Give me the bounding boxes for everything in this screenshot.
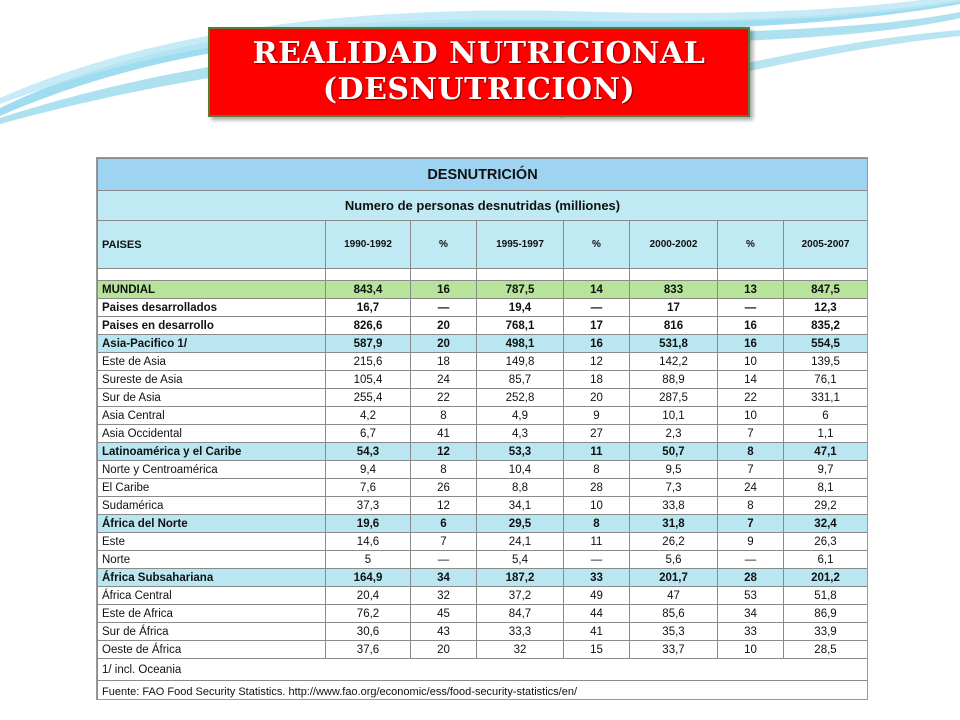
row-label: Asia Central [98, 407, 326, 425]
data-cell: 9 [564, 407, 630, 425]
data-cell: 43 [411, 623, 477, 641]
row-label: Oeste de África [98, 641, 326, 659]
data-cell: 6 [784, 407, 868, 425]
data-cell: 26,2 [630, 533, 718, 551]
table-header-row [98, 221, 868, 269]
table-row [98, 281, 868, 299]
data-cell: 1,1 [784, 425, 868, 443]
data-cell: 20 [411, 335, 477, 353]
data-cell: 85,7 [477, 371, 564, 389]
data-cell: 187,2 [477, 569, 564, 587]
row-label: Norte y Centroamérica [98, 461, 326, 479]
data-cell: 12,3 [784, 299, 868, 317]
table-row [98, 605, 868, 623]
data-cell: 41 [564, 623, 630, 641]
slide-title [208, 27, 750, 117]
data-cell: 15 [564, 641, 630, 659]
column-header: 1995-1997 [477, 221, 564, 269]
data-cell: 33 [718, 623, 784, 641]
table-row [98, 443, 868, 461]
data-cell: 84,7 [477, 605, 564, 623]
data-cell: 8 [411, 407, 477, 425]
row-label: Paises desarrollados [98, 299, 326, 317]
table-row [98, 407, 868, 425]
data-cell: 10,4 [477, 461, 564, 479]
data-cell: 29,2 [784, 497, 868, 515]
data-cell: 45 [411, 605, 477, 623]
data-cell: 19,6 [326, 515, 411, 533]
data-cell: 37,6 [326, 641, 411, 659]
data-cell: 8 [718, 443, 784, 461]
data-cell: 12 [411, 497, 477, 515]
data-cell: 8,8 [477, 479, 564, 497]
table-row [98, 623, 868, 641]
data-cell: 31,8 [630, 515, 718, 533]
table-row [98, 515, 868, 533]
data-cell: 20 [564, 389, 630, 407]
data-cell: 20,4 [326, 587, 411, 605]
table-row [98, 479, 868, 497]
data-cell: 10 [564, 497, 630, 515]
data-cell: 14,6 [326, 533, 411, 551]
data-cell: 5,4 [477, 551, 564, 569]
data-cell: 86,9 [784, 605, 868, 623]
data-cell: 30,6 [326, 623, 411, 641]
data-cell: 28 [564, 479, 630, 497]
data-cell: 22 [718, 389, 784, 407]
data-cell: 34 [411, 569, 477, 587]
row-label: Este de Africa [98, 605, 326, 623]
data-cell: 2,3 [630, 425, 718, 443]
data-cell: 826,6 [326, 317, 411, 335]
data-cell: 20 [411, 641, 477, 659]
data-cell: — [411, 551, 477, 569]
table-row [98, 389, 868, 407]
data-cell: 847,5 [784, 281, 868, 299]
data-cell: 35,3 [630, 623, 718, 641]
data-cell: 7 [718, 461, 784, 479]
data-cell: 16 [564, 335, 630, 353]
data-cell: 22 [411, 389, 477, 407]
data-cell: — [718, 299, 784, 317]
table-subtitle: Numero de personas desnutridas (milliones) [98, 191, 868, 221]
column-header: 1990-1992 [326, 221, 411, 269]
data-cell: 85,6 [630, 605, 718, 623]
row-label: Sur de Asia [98, 389, 326, 407]
data-cell: 6,1 [784, 551, 868, 569]
data-cell: 29,5 [477, 515, 564, 533]
row-label: Sureste de Asia [98, 371, 326, 389]
data-cell: 47 [630, 587, 718, 605]
data-cell: 105,4 [326, 371, 411, 389]
data-cell: 26 [411, 479, 477, 497]
data-cell: 8 [718, 497, 784, 515]
data-cell: 12 [411, 443, 477, 461]
data-cell: 6,7 [326, 425, 411, 443]
data-cell: 10,1 [630, 407, 718, 425]
data-cell: 14 [564, 281, 630, 299]
data-cell: 287,5 [630, 389, 718, 407]
spacer-cell [477, 269, 564, 281]
table-subtitle-row [98, 191, 868, 221]
footnote-row [98, 659, 868, 681]
data-cell: 32 [411, 587, 477, 605]
data-cell: 53,3 [477, 443, 564, 461]
row-label: Asia-Pacifico 1/ [98, 335, 326, 353]
data-cell: 33,8 [630, 497, 718, 515]
row-label: Asia Occidental [98, 425, 326, 443]
data-cell: 201,7 [630, 569, 718, 587]
table-row [98, 299, 868, 317]
data-cell: 26,3 [784, 533, 868, 551]
table-row [98, 317, 868, 335]
row-label: Sur de África [98, 623, 326, 641]
row-label: África del Norte [98, 515, 326, 533]
spacer-cell [411, 269, 477, 281]
data-cell: 53 [718, 587, 784, 605]
row-label: Latinoamérica y el Caribe [98, 443, 326, 461]
data-cell: 47,1 [784, 443, 868, 461]
column-header: 2005-2007 [784, 221, 868, 269]
data-cell: 44 [564, 605, 630, 623]
row-label: Norte [98, 551, 326, 569]
spacer-cell [326, 269, 411, 281]
source-citation: Fuente: FAO Food Security Statistics. http://www.fao.org/economic/ess/food-security-statistics/en/ [98, 681, 868, 701]
data-cell: 14 [718, 371, 784, 389]
data-cell: 7 [718, 515, 784, 533]
data-cell: 17 [630, 299, 718, 317]
data-cell: 50,7 [630, 443, 718, 461]
table-title-row [98, 159, 868, 191]
data-cell: 6 [411, 515, 477, 533]
data-cell: 17 [564, 317, 630, 335]
data-cell: 9,4 [326, 461, 411, 479]
data-cell: 24 [411, 371, 477, 389]
table-row [98, 551, 868, 569]
data-cell: 18 [411, 353, 477, 371]
data-cell: 41 [411, 425, 477, 443]
data-cell: 531,8 [630, 335, 718, 353]
row-label: Sudamérica [98, 497, 326, 515]
table-row [98, 587, 868, 605]
data-cell: 7 [718, 425, 784, 443]
data-cell: 34,1 [477, 497, 564, 515]
slide-title-line-1: REALIDAD NUTRICIONAL [252, 36, 706, 71]
data-cell: 11 [564, 533, 630, 551]
data-cell: 498,1 [477, 335, 564, 353]
data-cell: 5 [326, 551, 411, 569]
data-cell: 816 [630, 317, 718, 335]
data-cell: 9 [718, 533, 784, 551]
data-cell: 16 [411, 281, 477, 299]
spacer-cell [98, 269, 326, 281]
data-cell: 32 [477, 641, 564, 659]
data-cell: 11 [564, 443, 630, 461]
data-cell: 9,7 [784, 461, 868, 479]
data-cell: 16 [718, 317, 784, 335]
data-cell: 9,5 [630, 461, 718, 479]
data-cell: 833 [630, 281, 718, 299]
data-cell: 33,3 [477, 623, 564, 641]
slide-title-line-2: (DESNUTRICION) [322, 72, 636, 107]
data-cell: 24,1 [477, 533, 564, 551]
data-cell: 33,7 [630, 641, 718, 659]
table-row [98, 425, 868, 443]
data-cell: 787,5 [477, 281, 564, 299]
table-row [98, 371, 868, 389]
data-cell: 20 [411, 317, 477, 335]
data-cell: 34 [718, 605, 784, 623]
data-cell: 54,3 [326, 443, 411, 461]
data-cell: 76,1 [784, 371, 868, 389]
data-cell: 252,8 [477, 389, 564, 407]
data-cell: 331,1 [784, 389, 868, 407]
data-cell: 8 [411, 461, 477, 479]
data-cell: 4,2 [326, 407, 411, 425]
column-header: % [564, 221, 630, 269]
data-cell: 76,2 [326, 605, 411, 623]
row-label: África Central [98, 587, 326, 605]
row-label: Este de Asia [98, 353, 326, 371]
data-cell: — [411, 299, 477, 317]
data-cell: 4,3 [477, 425, 564, 443]
table-row [98, 461, 868, 479]
data-cell: — [718, 551, 784, 569]
spacer-cell [784, 269, 868, 281]
data-cell: 18 [564, 371, 630, 389]
table-row [98, 335, 868, 353]
row-label: MUNDIAL [98, 281, 326, 299]
data-cell: 10 [718, 407, 784, 425]
data-cell: 10 [718, 641, 784, 659]
data-cell: 33 [564, 569, 630, 587]
data-cell: 10 [718, 353, 784, 371]
data-cell: 142,2 [630, 353, 718, 371]
data-cell: 33,9 [784, 623, 868, 641]
data-cell: 843,4 [326, 281, 411, 299]
spacer-cell [564, 269, 630, 281]
data-cell: 8 [564, 461, 630, 479]
table-row [98, 497, 868, 515]
data-cell: 49 [564, 587, 630, 605]
data-cell: 201,2 [784, 569, 868, 587]
row-label: Paises en desarrollo [98, 317, 326, 335]
row-label: África Subsahariana [98, 569, 326, 587]
data-cell: 554,5 [784, 335, 868, 353]
table-row [98, 569, 868, 587]
data-cell: 835,2 [784, 317, 868, 335]
data-cell: 51,8 [784, 587, 868, 605]
spacer-cell [718, 269, 784, 281]
table-row [98, 641, 868, 659]
data-cell: 164,9 [326, 569, 411, 587]
data-cell: 19,4 [477, 299, 564, 317]
footnote: 1/ incl. Oceania [98, 659, 868, 681]
table-row [98, 353, 868, 371]
data-cell: 7,3 [630, 479, 718, 497]
data-cell: 13 [718, 281, 784, 299]
undernutrition-table-image [96, 157, 868, 700]
data-cell: 28,5 [784, 641, 868, 659]
data-cell: 27 [564, 425, 630, 443]
table-spacer-row [98, 269, 868, 281]
data-cell: 215,6 [326, 353, 411, 371]
data-cell: — [564, 551, 630, 569]
table-row [98, 533, 868, 551]
data-cell: 8,1 [784, 479, 868, 497]
data-cell: 8 [564, 515, 630, 533]
data-cell: 7 [411, 533, 477, 551]
data-cell: 4,9 [477, 407, 564, 425]
data-cell: — [564, 299, 630, 317]
spacer-cell [630, 269, 718, 281]
data-cell: 139,5 [784, 353, 868, 371]
data-cell: 32,4 [784, 515, 868, 533]
data-cell: 24 [718, 479, 784, 497]
data-cell: 16 [718, 335, 784, 353]
data-cell: 149,8 [477, 353, 564, 371]
row-label: Este [98, 533, 326, 551]
column-header: 2000-2002 [630, 221, 718, 269]
data-cell: 16,7 [326, 299, 411, 317]
data-cell: 88,9 [630, 371, 718, 389]
column-header: % [411, 221, 477, 269]
data-cell: 37,3 [326, 497, 411, 515]
data-cell: 587,9 [326, 335, 411, 353]
data-cell: 37,2 [477, 587, 564, 605]
column-header: % [718, 221, 784, 269]
source-row [98, 681, 868, 701]
data-cell: 5,6 [630, 551, 718, 569]
data-cell: 12 [564, 353, 630, 371]
row-label: El Caribe [98, 479, 326, 497]
data-cell: 7,6 [326, 479, 411, 497]
table-title: DESNUTRICIÓN [98, 159, 868, 191]
data-cell: 255,4 [326, 389, 411, 407]
undernutrition-table [97, 158, 868, 700]
data-cell: 28 [718, 569, 784, 587]
data-cell: 768,1 [477, 317, 564, 335]
column-header: PAISES [98, 221, 326, 269]
